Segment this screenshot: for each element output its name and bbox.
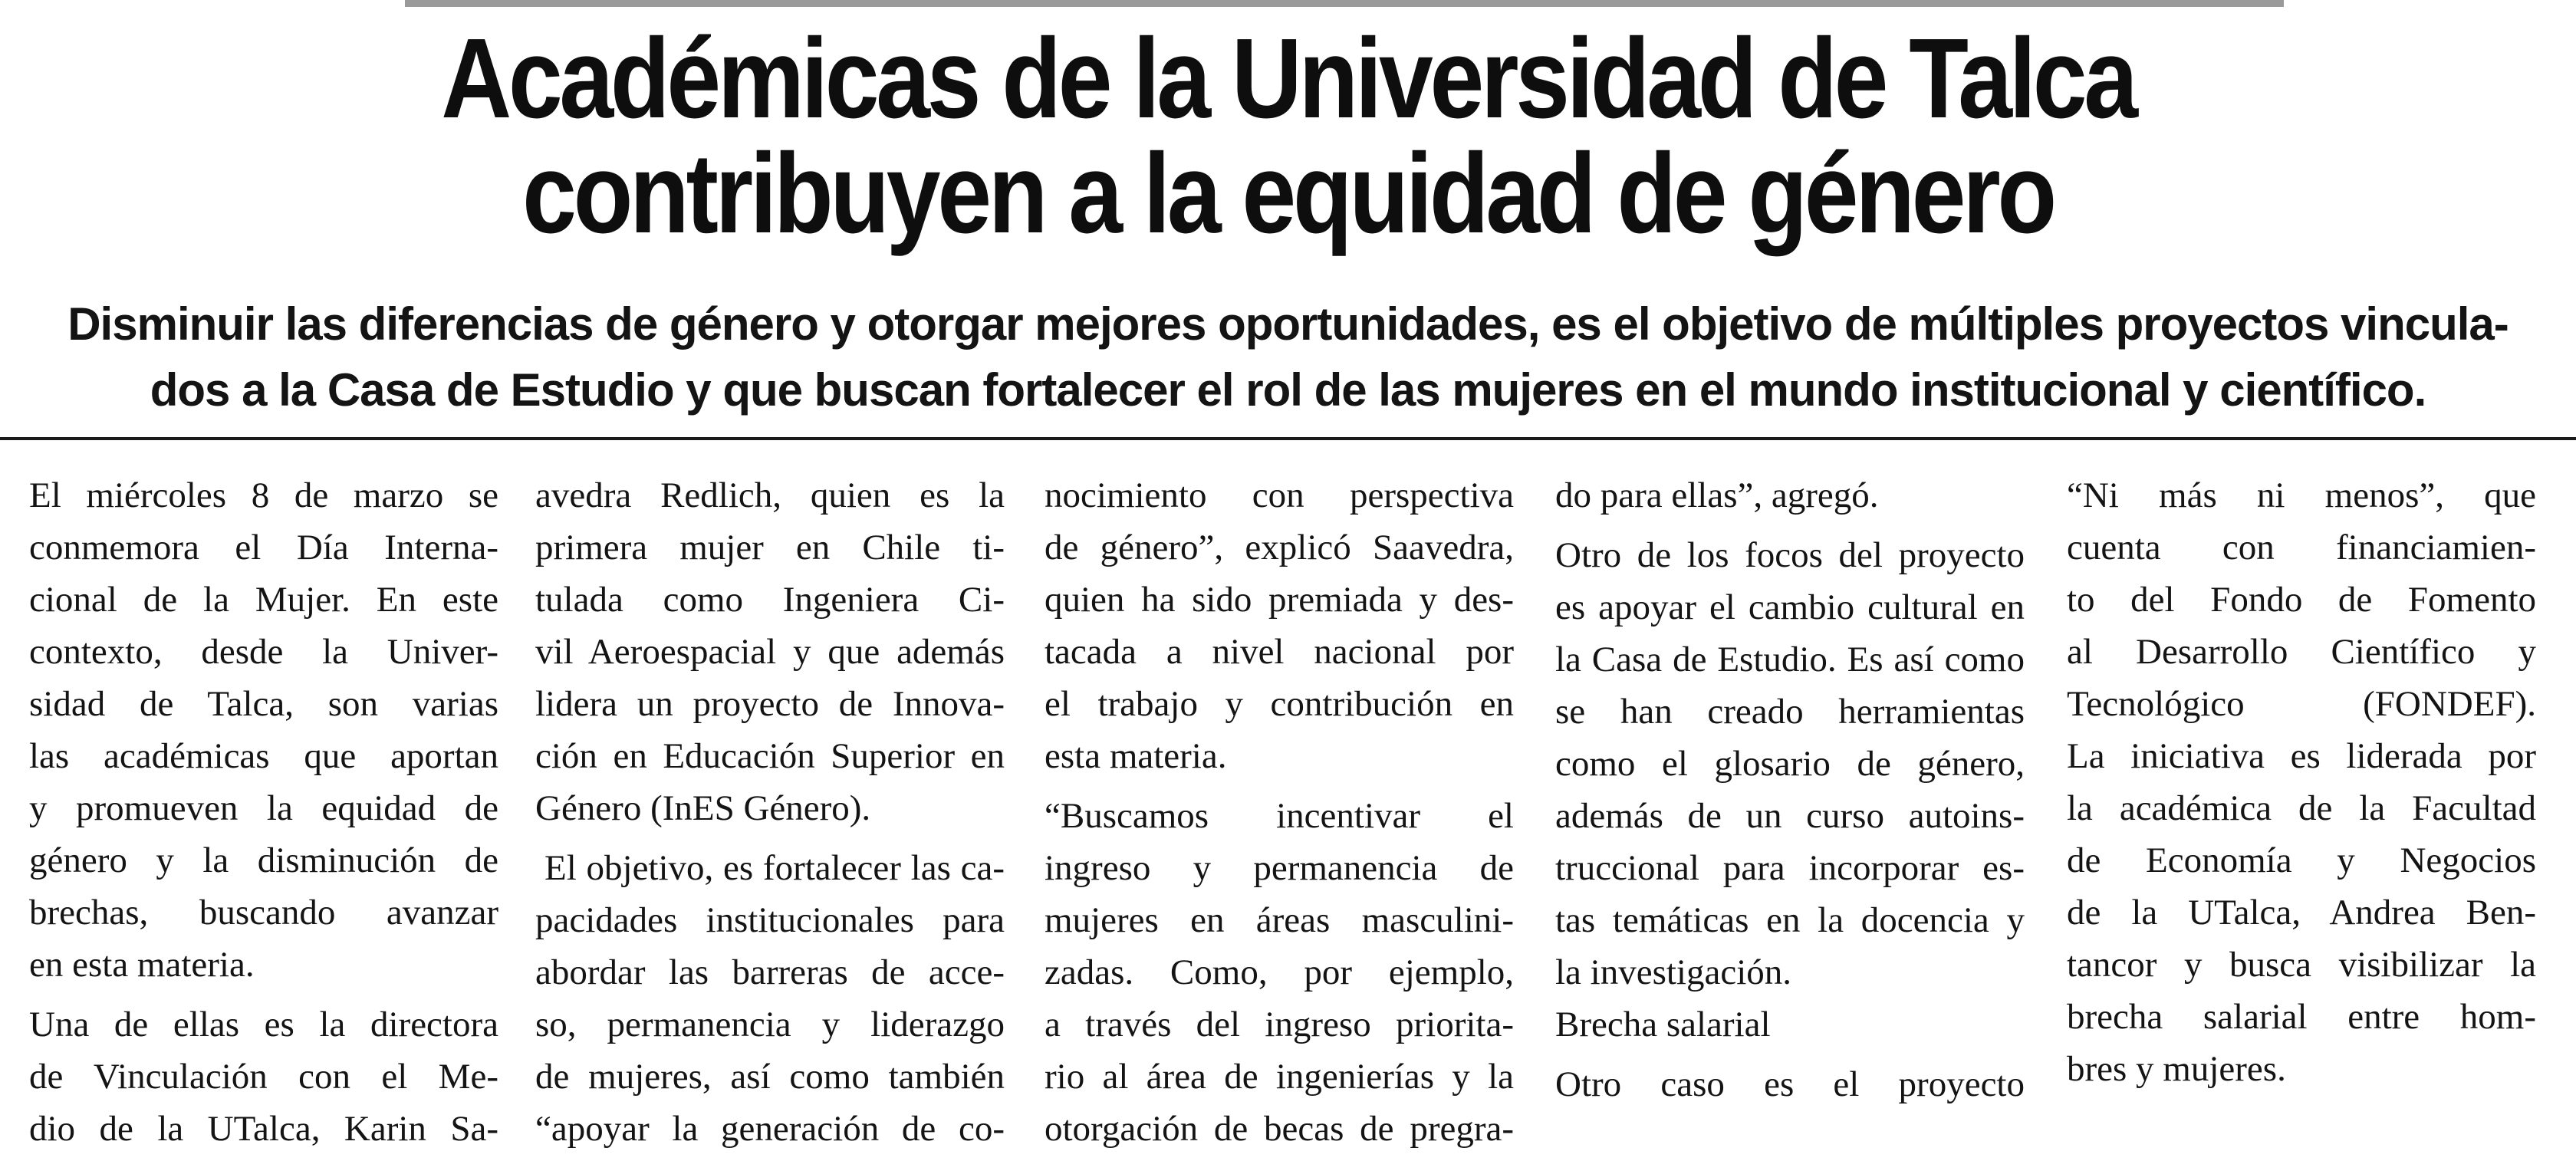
body-line: contexto, desde la Univer- <box>29 632 498 672</box>
body-line: brechas, buscando avanzar <box>29 893 498 932</box>
body-line: Género (InES Género). <box>535 788 871 828</box>
body-line: tancor y busca visibilizar la <box>2067 945 2536 985</box>
body-line: truccional para incorporar es- <box>1555 848 2025 888</box>
body-line: Otro de los focos del proyecto <box>1555 535 2025 575</box>
article-column-1 <box>29 469 498 1155</box>
body-line: rio al área de ingenierías y la <box>1045 1057 1514 1097</box>
body-line: cional de la Mujer. En este <box>29 580 498 620</box>
body-line: de Vinculación con el Me- <box>29 1057 498 1097</box>
subhead <box>0 291 2576 423</box>
body-line: bres y mujeres. <box>2067 1049 2286 1089</box>
body-line: “Ni más ni menos”, que <box>2067 475 2536 515</box>
body-line: brecha salarial entre hom- <box>2067 997 2536 1037</box>
body-line: tulada como Ingeniera Ci- <box>535 580 1005 620</box>
body-line: de Economía y Negocios <box>2067 840 2536 880</box>
body-line: además de un curso autoins- <box>1555 796 2025 836</box>
body-line: a través del ingreso priorita- <box>1045 1005 1514 1044</box>
body-line: tacada a nivel nacional por <box>1045 632 1514 672</box>
body-line: quien ha sido premiada y des- <box>1045 580 1514 620</box>
body-line: Tecnológico (FONDEF). <box>2067 684 2536 724</box>
body-line: la académica de la Facultad <box>2067 788 2536 828</box>
body-line: se han creado herramientas <box>1555 692 2025 732</box>
body-line: de la UTalca, Andrea Ben- <box>2067 893 2536 932</box>
body-line: la investigación. <box>1555 952 1792 992</box>
headline-line: contribuyen a la equidad de género <box>522 130 2054 257</box>
body-line: las académicas que aportan <box>29 736 498 776</box>
body-line: sidad de Talca, son varias <box>29 684 498 724</box>
body-line: do para ellas”, agregó. <box>1555 475 1879 515</box>
body-line: como el glosario de género, <box>1555 744 2025 784</box>
body-line: de mujeres, así como también <box>535 1057 1005 1097</box>
headline-line: Académicas de la Universidad de Talca <box>441 15 2135 142</box>
section-divider <box>0 437 2576 440</box>
body-line: al Desarrollo Científico y <box>2067 632 2536 672</box>
body-line: el trabajo y contribución en <box>1045 684 1514 724</box>
subhead-line: dos a la Casa de Estudio y que buscan fortalecer el rol de las mujeres en el mundo institucional y científico. <box>150 364 2426 416</box>
body-line: es apoyar el cambio cultural en <box>1555 587 2025 627</box>
body-line: El objetivo, es fortalecer las ca- <box>544 848 1005 888</box>
top-rule <box>405 0 2284 7</box>
subhead-line: Disminuir las diferencias de género y otorgar mejores oportunidades, es el objetivo de múltiples proyectos vincula- <box>67 298 2509 350</box>
body-line: to del Fondo de Fomento <box>2067 580 2536 620</box>
body-line: mujeres en áreas masculini- <box>1045 900 1514 940</box>
body-line: en esta materia. <box>29 945 255 985</box>
body-line: pacidades institucionales para <box>535 900 1005 940</box>
article-column-5 <box>2067 469 2536 1095</box>
body-line: tas temáticas en la docencia y <box>1555 900 2025 940</box>
body-line: y promueven la equidad de <box>29 788 498 828</box>
body-line: nocimiento con perspectiva <box>1045 475 1514 515</box>
body-line: primera mujer en Chile ti- <box>535 528 1005 567</box>
body-line: lidera un proyecto de Innova- <box>535 684 1005 724</box>
article-column-3 <box>1045 469 1514 1155</box>
body-line: abordar las barreras de acce- <box>535 952 1005 992</box>
body-line: ción en Educación Superior en <box>535 736 1005 776</box>
body-line: vil Aeroespacial y que además <box>535 632 1005 672</box>
article-column-2 <box>535 469 1005 1155</box>
body-line: La iniciativa es liderada por <box>2067 736 2536 776</box>
body-line: conmemora el Día Interna- <box>29 528 498 567</box>
article-column-4 <box>1555 469 2025 1110</box>
section-subheading: Brecha salarial <box>1555 1005 1771 1044</box>
body-line: cuenta con financiamien- <box>2067 528 2536 567</box>
body-line: otorgación de becas de pregra- <box>1045 1109 1514 1149</box>
body-line: dio de la UTalca, Karin Sa- <box>29 1109 498 1149</box>
body-line: so, permanencia y liderazgo <box>535 1005 1005 1044</box>
body-line: El miércoles 8 de marzo se <box>29 475 498 515</box>
body-line: zadas. Como, por ejemplo, <box>1045 952 1514 992</box>
body-line: ingreso y permanencia de <box>1045 848 1514 888</box>
body-line: avedra Redlich, quien es la <box>535 475 1005 515</box>
body-line: género y la disminución de <box>29 840 498 880</box>
body-line: la Casa de Estudio. Es así como <box>1555 640 2025 679</box>
body-line: Una de ellas es la directora <box>29 1005 498 1044</box>
body-line: esta materia. <box>1045 736 1227 776</box>
body-line: “apoyar la generación de co- <box>535 1109 1005 1149</box>
body-line: “Buscamos incentivar el <box>1045 796 1514 836</box>
body-line: Otro caso es el proyecto <box>1555 1064 2025 1104</box>
headline <box>0 15 2576 257</box>
body-line: de género”, explicó Saavedra, <box>1045 528 1514 567</box>
